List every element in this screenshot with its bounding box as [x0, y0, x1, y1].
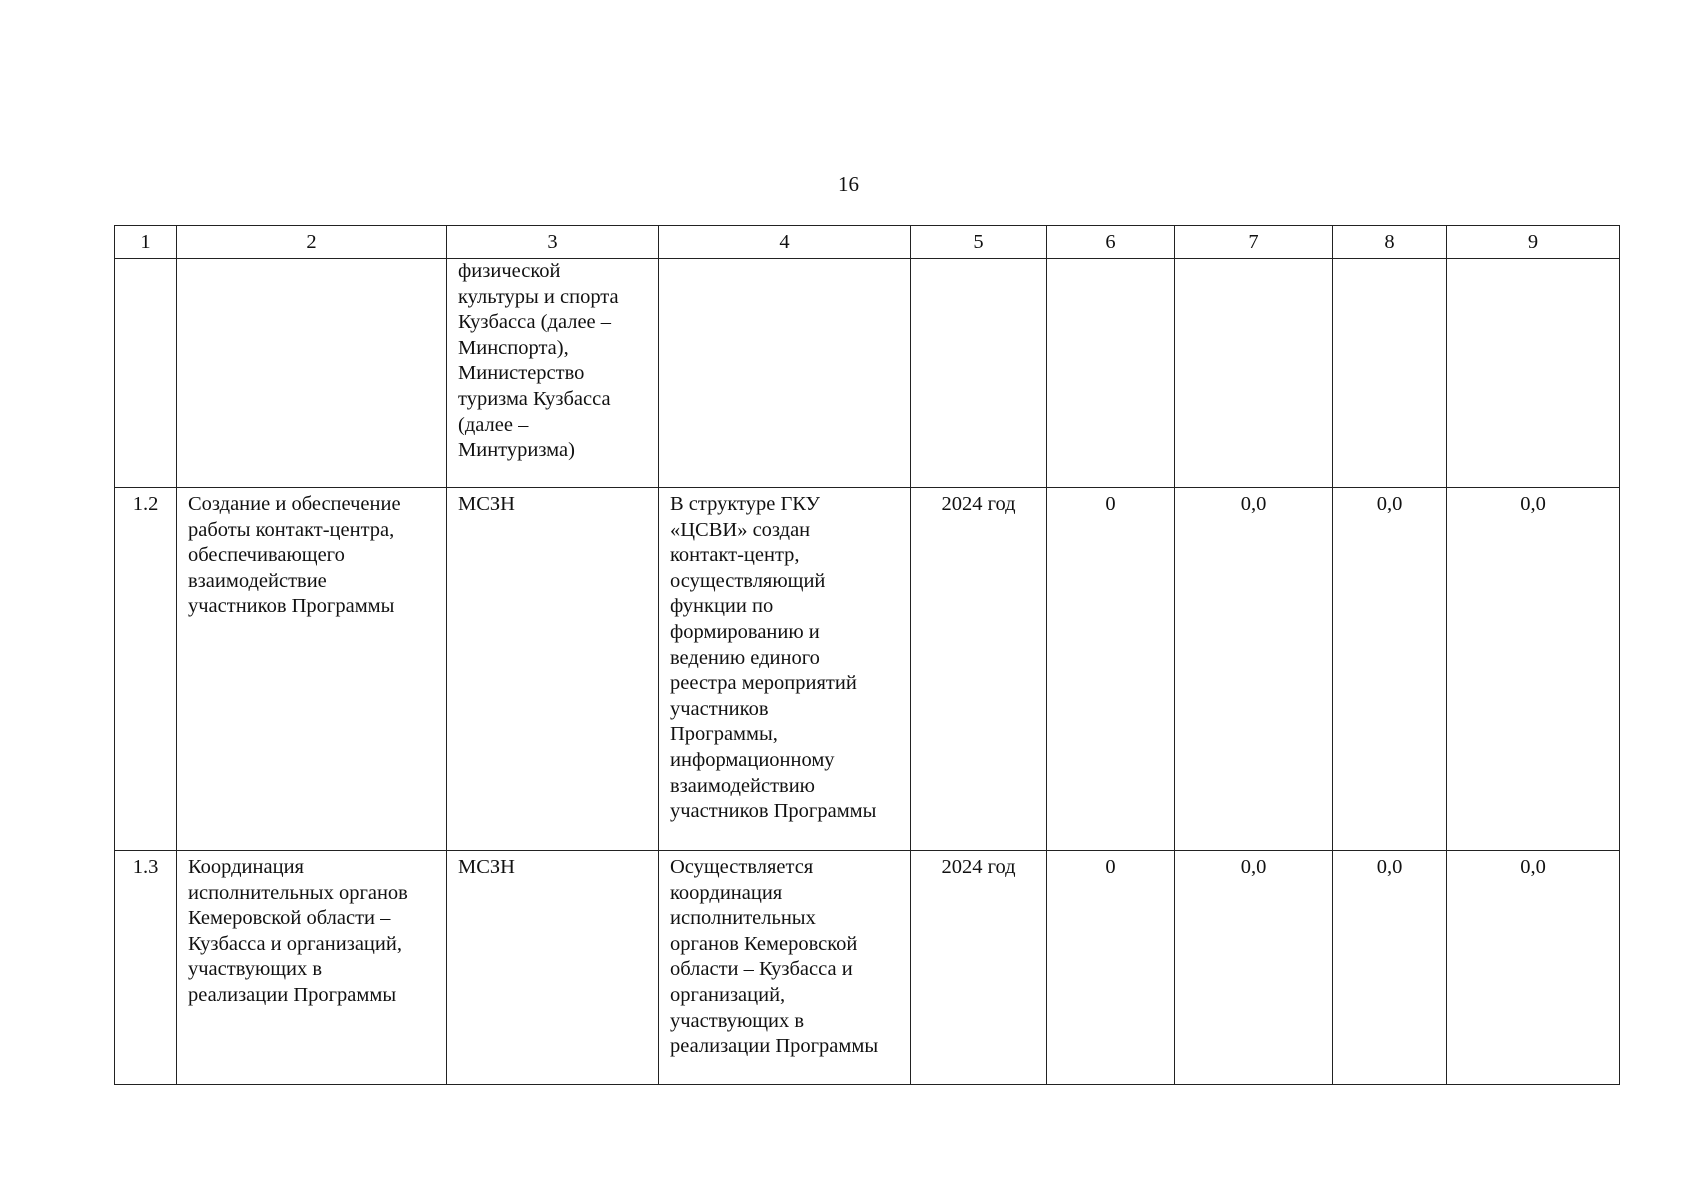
- text-line: Осуществляется: [670, 856, 814, 878]
- cell-executor: МСЗН: [447, 488, 659, 851]
- table-row-continuation: [115, 259, 1620, 488]
- cell-empty: [177, 259, 447, 488]
- text-line: осуществляющий: [670, 569, 826, 592]
- cell-empty: [115, 259, 177, 488]
- cell-empty: [1447, 259, 1620, 488]
- text-line: Минтуризма): [458, 439, 575, 462]
- header-col-8: 8: [1333, 226, 1447, 259]
- cell-col-6: 0: [1047, 488, 1175, 851]
- cell-executor: МСЗН: [447, 851, 659, 1085]
- text-line: физической: [458, 260, 561, 282]
- page-number: 16: [838, 172, 859, 196]
- header-row: [115, 226, 1620, 259]
- cell-activity-name: [177, 488, 447, 851]
- text-line: участников Программы: [670, 800, 877, 823]
- text-line: информационному: [670, 748, 835, 771]
- text-line: реализации Программы: [188, 983, 397, 1006]
- cell-col-8: 0,0: [1333, 851, 1447, 1085]
- cell-col-7: 0,0: [1175, 488, 1333, 851]
- cell-col-9: 0,0: [1447, 851, 1620, 1085]
- text-line: участников Программы: [188, 595, 395, 618]
- text-line: Координация: [188, 856, 304, 878]
- header-col-4: 4: [659, 226, 911, 259]
- text-line: реализации Программы: [670, 1035, 879, 1058]
- header-col-7: 7: [1175, 226, 1333, 259]
- text-line: работы контакт-центра,: [188, 518, 395, 541]
- cell-col-6: 0: [1047, 851, 1175, 1085]
- text-line: области – Кузбасса и: [670, 958, 853, 981]
- cell-term: 2024 год: [911, 851, 1047, 1085]
- table-row: [115, 488, 1620, 851]
- text-line: Минспорта),: [458, 336, 569, 359]
- cell-empty: [1333, 259, 1447, 488]
- text-line: участвующих в: [188, 958, 323, 981]
- text-line: исполнительных: [670, 907, 816, 930]
- text-line: ведению единого: [670, 646, 820, 669]
- header-col-1: 1: [115, 226, 177, 259]
- text-line: участвующих в: [670, 1009, 805, 1032]
- table-row: [115, 851, 1620, 1085]
- text-line: Создание и обеспечение: [188, 493, 401, 515]
- cell-col-8: 0,0: [1333, 488, 1447, 851]
- cell-result: [659, 851, 911, 1085]
- text-line: взаимодействию: [670, 774, 816, 797]
- text-line: органов Кемеровской: [670, 932, 858, 955]
- text-line: Министерство: [458, 362, 585, 385]
- text-line: контакт-центр,: [670, 544, 800, 567]
- text-line: культуры и спорта: [458, 285, 619, 308]
- cell-empty: [1047, 259, 1175, 488]
- text-line: туризма Кузбасса: [458, 387, 611, 410]
- cell-term: 2024 год: [911, 488, 1047, 851]
- text-line: организаций,: [670, 983, 786, 1006]
- text-line: взаимодействие: [188, 569, 327, 592]
- text-line: Кузбасса и организаций,: [188, 932, 402, 955]
- text-line: исполнительных органов: [188, 881, 408, 904]
- header-col-3: 3: [447, 226, 659, 259]
- cell-item-number: 1.2: [115, 488, 177, 851]
- text-line: реестра мероприятий: [670, 672, 857, 695]
- program-table: [114, 225, 1620, 1085]
- cell-empty: [659, 259, 911, 488]
- cell-item-number: 1.3: [115, 851, 177, 1085]
- text-line: обеспечивающего: [188, 544, 345, 567]
- header-col-9: 9: [1447, 226, 1620, 259]
- cell-executor-continuation: [447, 259, 659, 488]
- cell-empty: [1175, 259, 1333, 488]
- text-line: Кузбасса (далее –: [458, 311, 612, 334]
- cell-empty: [911, 259, 1047, 488]
- cell-col-7: 0,0: [1175, 851, 1333, 1085]
- text-line: Программы,: [670, 723, 778, 746]
- text-line: функции по: [670, 595, 774, 618]
- header-col-2: 2: [177, 226, 447, 259]
- text-line: «ЦСВИ» создан: [670, 518, 811, 541]
- text-line: участников: [670, 697, 769, 720]
- cell-result: [659, 488, 911, 851]
- text-line: В структуре ГКУ: [670, 493, 821, 515]
- cell-activity-name: [177, 851, 447, 1085]
- cell-col-9: 0,0: [1447, 488, 1620, 851]
- header-col-5: 5: [911, 226, 1047, 259]
- header-col-6: 6: [1047, 226, 1175, 259]
- text-line: Кемеровской области –: [188, 907, 391, 930]
- text-line: (далее –: [458, 413, 529, 436]
- text-line: формированию и: [670, 620, 820, 643]
- text-line: координация: [670, 881, 783, 904]
